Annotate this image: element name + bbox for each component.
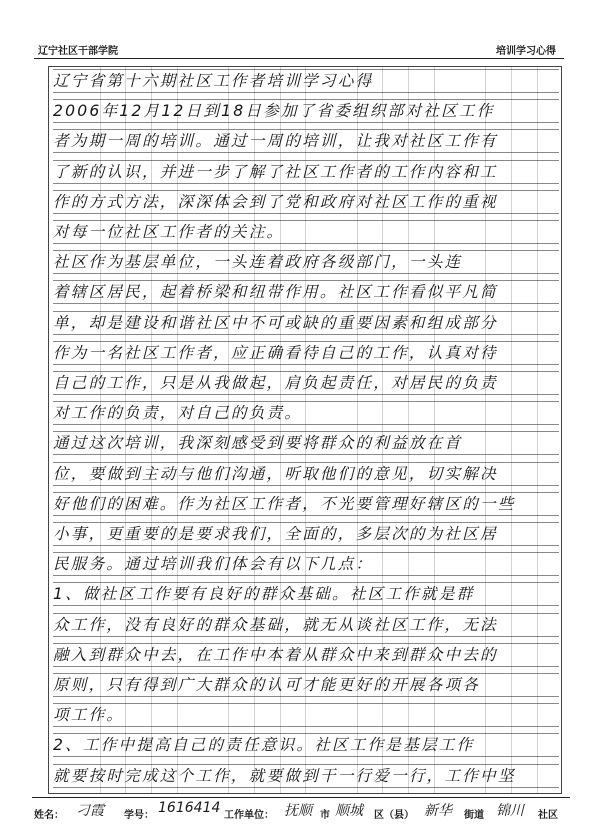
- district-value: 顺城: [335, 803, 363, 819]
- city-suffix: 市: [320, 810, 330, 821]
- handwritten-line: 原则，只有得到广大群众的认可才能更好的开展各项各: [53, 673, 559, 697]
- handwritten-line: 了新的认识，并进一步了解了社区工作者的工作内容和工: [53, 160, 559, 184]
- handwritten-line: 好他们的困难。作为社区工作者，不光要管理好辖区的一些: [53, 492, 559, 516]
- handwritten-lines: [49, 67, 561, 793]
- document-type: 培训学习心得: [496, 46, 556, 57]
- header-rule: [34, 58, 564, 59]
- community-value: 锦川: [496, 803, 524, 819]
- handwritten-line: 就要按时完成这个工作，就要做到干一行爱一行，工作中坚: [53, 764, 559, 788]
- handwritten-line: 2006年12月12日到18日参加了省委组织部对社区工作: [53, 99, 559, 123]
- handwritten-line: 单，却是建设和谐社区中不可或缺的重要因素和组成部分: [53, 311, 559, 335]
- handwritten-line: 作为一名社区工作者，应正确看待自己的工作，认真对待: [53, 341, 559, 365]
- name-value: 刁霞: [76, 803, 104, 819]
- handwritten-line: 对工作的负责，对自己的负责。: [53, 401, 559, 425]
- street-suffix: 街道: [464, 810, 484, 821]
- unit-label: 工作单位：: [224, 810, 274, 821]
- page-footer: [32, 797, 570, 822]
- page-header: [38, 40, 556, 58]
- city-value: 抚顺: [284, 803, 312, 819]
- handwritten-line: 社区作为基层单位，一头连着政府各级部门，一头连: [53, 250, 559, 274]
- name-label: 姓名：: [34, 810, 64, 821]
- handwritten-line: 位，要做到主动与他们沟通，听取他们的意见，切实解决: [53, 462, 559, 486]
- handwritten-line: 自己的工作，只是从我做起，肩负起责任，对居民的负责: [53, 371, 559, 395]
- handwritten-line: 作的方式方法，深深体会到了党和政府对社区工作的重视: [53, 190, 559, 214]
- handwritten-line: 民服务。通过培训我们体会有以下几点：: [53, 552, 559, 576]
- handwritten-line: 着辖区居民，起着桥梁和纽带作用。社区工作看似平凡简: [53, 280, 559, 304]
- handwritten-line: 1、做社区工作要有良好的群众基础。社区工作就是群: [53, 582, 559, 606]
- handwritten-line: 辽宁省第十六期社区工作者培训学习心得: [53, 69, 559, 93]
- handwritten-line: 者为期一周的培训。通过一周的培训，让我对社区工作有: [53, 129, 559, 153]
- handwritten-line: 众工作，没有良好的群众基础，就无从谈社区工作，无法: [53, 613, 559, 637]
- writing-sheet: [48, 66, 562, 794]
- handwritten-line: 通过这次培训，我深刻感受到要将群众的利益放在首: [53, 431, 559, 455]
- street-value: 新华: [424, 803, 452, 819]
- handwritten-line: 对每一位社区工作者的关注。: [53, 220, 559, 244]
- id-value: 1616414: [158, 800, 221, 816]
- handwritten-line: 融入到群众中去，在工作中本着从群众中来到群众中去的: [53, 643, 559, 667]
- community-suffix: 社区: [538, 810, 558, 821]
- district-suffix: 区（县）: [374, 810, 414, 821]
- id-label: 学号：: [124, 810, 154, 821]
- handwritten-line: 小事，更重要的是要求我们，全面的，多层次的为社区居: [53, 522, 559, 546]
- handwritten-line: 2、工作中提高自己的责任意识。社区工作是基层工作: [53, 733, 559, 757]
- institution-name: 辽宁社区干部学院: [38, 46, 118, 57]
- handwritten-line: 项工作。: [53, 703, 559, 727]
